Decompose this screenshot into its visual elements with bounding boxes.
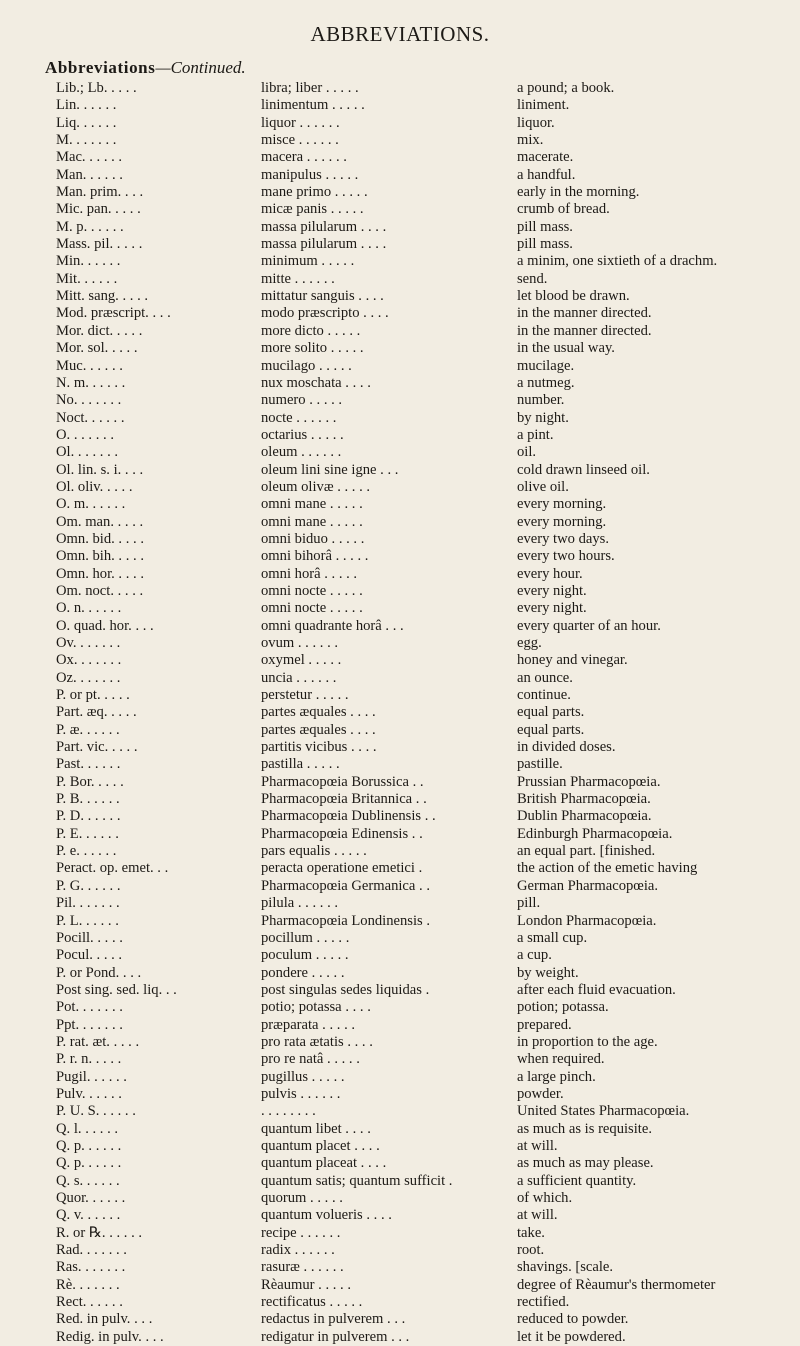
meaning-cell: Edinburgh Pharmacopœia. [517, 825, 673, 842]
abbreviation-cell: Mic. pan. . . . . [56, 201, 141, 218]
abbreviation-row [0, 201, 800, 218]
abbreviation-cell: P. G. . . . . . [56, 877, 121, 894]
meaning-cell: every morning. [517, 496, 607, 513]
meaning-cell: at will. [517, 1207, 558, 1224]
abbreviation-cell: Liq. . . . . . [56, 114, 117, 131]
meaning-cell: reduced to powder. [517, 1311, 629, 1328]
meaning-cell: a sufficient quantity. [517, 1172, 637, 1189]
abbreviation-row [0, 358, 800, 375]
latin-term-cell: Pharmacopœia Borussica . . [261, 773, 424, 790]
latin-term-cell: quantum libet . . . . [261, 1120, 371, 1137]
abbreviation-cell: N. m. . . . . . [56, 374, 126, 391]
meaning-cell: pill mass. [517, 218, 573, 235]
abbreviation-cell: Omn. bid. . . . . [56, 530, 144, 547]
meaning-cell: let blood be drawn. [517, 288, 630, 305]
latin-term-cell: pastilla . . . . . [261, 756, 340, 773]
meaning-cell: as much as is requisite. [517, 1120, 652, 1137]
abbreviation-row [0, 1121, 800, 1138]
abbreviation-row [0, 791, 800, 808]
meaning-cell: rectified. [517, 1294, 570, 1311]
abbreviation-cell: Man. prim. . . . [56, 184, 144, 201]
latin-term-cell: macera . . . . . . [261, 149, 347, 166]
abbreviation-cell: Q. v. . . . . . [56, 1207, 121, 1224]
abbreviation-row [0, 878, 800, 895]
abbreviation-cell: Lin. . . . . . [56, 97, 117, 114]
latin-term-cell: nocte . . . . . . [261, 409, 337, 426]
latin-term-cell: quantum volueris . . . . [261, 1207, 392, 1224]
abbreviation-cell: Ox. . . . . . . [56, 652, 122, 669]
abbreviation-cell: O. quad. hor. . . . [56, 617, 154, 634]
latin-term-cell: pulvis . . . . . . [261, 1085, 341, 1102]
meaning-cell: early in the morning. [517, 184, 640, 201]
abbreviation-cell: P. æ. . . . . . [56, 721, 120, 738]
meaning-cell: every night. [517, 600, 587, 617]
latin-term-cell: oleum . . . . . . [261, 444, 342, 461]
meaning-cell: the action of the emetic having [517, 860, 698, 877]
latin-term-cell: nux moschata . . . . [261, 374, 371, 391]
abbreviation-cell: P. or Pond. . . . [56, 964, 142, 981]
abbreviation-row [0, 965, 800, 982]
meaning-cell: send. [517, 270, 548, 287]
abbreviation-row [0, 1173, 800, 1190]
latin-term-cell: quantum placeat . . . . [261, 1155, 387, 1172]
latin-term-cell: minimum . . . . . [261, 253, 355, 270]
meaning-cell: number. [517, 392, 565, 409]
latin-term-cell: perstetur . . . . . [261, 687, 349, 704]
abbreviation-cell: Q. l. . . . . . [56, 1120, 119, 1137]
abbreviation-row [0, 895, 800, 912]
abbreviation-cell: Pot. . . . . . . [56, 999, 123, 1016]
abbreviation-cell: P. D. . . . . . [56, 808, 121, 825]
latin-term-cell: oxymel . . . . . [261, 652, 342, 669]
latin-term-cell: potio; potassa . . . . [261, 999, 371, 1016]
meaning-cell: a pound; a book. [517, 80, 615, 96]
abbreviation-row [0, 860, 800, 877]
abbreviation-row [0, 444, 800, 461]
meaning-cell: in the manner directed. [517, 322, 652, 339]
abbreviation-row [0, 722, 800, 739]
meaning-cell: equal parts. [517, 704, 585, 721]
abbreviation-row [0, 566, 800, 583]
meaning-cell: a cup. [517, 947, 552, 964]
abbreviation-cell: P. U. S. . . . . . [56, 1103, 136, 1120]
abbreviation-cell: Om. man. . . . . [56, 513, 144, 530]
meaning-cell: every hour. [517, 565, 583, 582]
meaning-cell: Dublin Pharmacopœia. [517, 808, 652, 825]
abbreviation-row [0, 826, 800, 843]
latin-term-cell: micæ panis . . . . . [261, 201, 364, 218]
latin-term-cell: rasuræ . . . . . . [261, 1259, 344, 1276]
abbreviation-cell: Part. vic. . . . . [56, 739, 138, 756]
abbreviation-row [0, 149, 800, 166]
latin-term-cell: oleum lini sine igne . . . [261, 461, 399, 478]
latin-term-cell: omni mane . . . . . [261, 513, 363, 530]
meaning-cell: oil. [517, 444, 537, 461]
abbreviation-row [0, 1155, 800, 1172]
abbreviation-row [0, 288, 800, 305]
meaning-cell: an ounce. [517, 669, 573, 686]
abbreviation-cell: Ov. . . . . . . [56, 635, 121, 651]
abbreviation-row [0, 548, 800, 565]
latin-term-cell: massa pilularum . . . . [261, 218, 387, 235]
abbreviation-cell: Lib.; Lb. . . . . [56, 80, 137, 96]
latin-term-cell: more dicto . . . . . [261, 322, 361, 339]
latin-term-cell: modo præscripto . . . . [261, 305, 389, 322]
abbreviation-cell: Redig. in pulv. . . . [56, 1328, 164, 1345]
meaning-cell: take. [517, 1224, 545, 1241]
abbreviation-row [0, 1051, 800, 1068]
abbreviation-row [0, 1277, 800, 1294]
abbreviation-row [0, 97, 800, 114]
abbreviation-row [0, 670, 800, 687]
meaning-cell: every two hours. [517, 548, 615, 565]
abbreviation-row [0, 600, 800, 617]
meaning-cell: root. [517, 1242, 545, 1259]
abbreviation-cell: O. . . . . . . [56, 426, 114, 443]
latin-term-cell: numero . . . . . [261, 392, 343, 409]
latin-term-cell: omni bihorâ . . . . . [261, 548, 369, 565]
abbreviation-cell: M. . . . . . . [56, 132, 117, 149]
abbreviation-row [0, 115, 800, 132]
abbreviation-cell: P. B. . . . . . [56, 791, 120, 808]
abbreviation-row [0, 1207, 800, 1224]
latin-term-cell: ovum . . . . . . [261, 635, 339, 651]
latin-term-cell: redigatur in pulverem . . . [261, 1328, 410, 1345]
abbreviation-row [0, 1225, 800, 1242]
abbreviation-row [0, 1294, 800, 1311]
meaning-cell: after each fluid evacuation. [517, 981, 676, 998]
abbreviation-cell: Part. æq. . . . . [56, 704, 137, 721]
abbreviation-cell: Mitt. sang. . . . . [56, 288, 149, 305]
meaning-cell: as much as may please. [517, 1155, 654, 1172]
meaning-cell: every morning. [517, 513, 607, 530]
abbreviation-cell: O. m. . . . . . [56, 496, 126, 513]
abbreviation-cell: O. n. . . . . . [56, 600, 122, 617]
latin-term-cell: partes æquales . . . . [261, 721, 376, 738]
abbreviation-row [0, 635, 800, 652]
page-header: ABBREVIATIONS. [310, 22, 490, 46]
abbreviation-row [0, 427, 800, 444]
latin-term-cell: redactus in pulverem . . . [261, 1311, 406, 1328]
latin-term-cell: Pharmacopœia Edinensis . . [261, 825, 423, 842]
abbreviation-cell: Peract. op. emet. . . [56, 860, 169, 877]
abbreviation-cell: Mod. præscript. . . . [56, 305, 171, 322]
meaning-cell: in the manner directed. [517, 305, 652, 322]
latin-term-cell: octarius . . . . . [261, 426, 344, 443]
latin-term-cell: mitte . . . . . . [261, 270, 335, 287]
abbreviation-cell: Red. in pulv. . . . [56, 1311, 153, 1328]
abbreviation-row [0, 514, 800, 531]
latin-term-cell: omni nocte . . . . . [261, 600, 363, 617]
latin-term-cell: omni horâ . . . . . [261, 565, 358, 582]
abbreviation-row [0, 392, 800, 409]
abbreviation-cell: P. Bor. . . . . [56, 773, 124, 790]
meaning-cell: when required. [517, 1051, 605, 1068]
abbreviation-cell: P. e. . . . . . [56, 843, 117, 860]
abbreviation-cell: Quor. . . . . . [56, 1190, 126, 1206]
latin-term-cell: linimentum . . . . . [261, 97, 365, 114]
abbreviation-row [0, 1017, 800, 1034]
meaning-cell: every night. [517, 582, 587, 599]
meaning-cell: Prussian Pharmacopœia. [517, 773, 661, 790]
latin-term-cell: peracta operatione emetici . [261, 860, 423, 877]
meaning-cell: mucilage. [517, 357, 575, 374]
abbreviation-cell: Rè. . . . . . . [56, 1276, 120, 1293]
latin-term-cell: rectificatus . . . . . [261, 1294, 363, 1311]
abbreviation-row [0, 305, 800, 322]
latin-term-cell: more solito . . . . . [261, 340, 364, 357]
abbreviation-row [0, 184, 800, 201]
abbreviation-list [0, 80, 800, 1346]
abbreviation-row [0, 999, 800, 1016]
latin-term-cell: pro re natâ . . . . . [261, 1051, 360, 1068]
abbreviation-row [0, 687, 800, 704]
latin-term-cell: pars equalis . . . . . [261, 843, 367, 860]
abbreviation-row [0, 774, 800, 791]
meaning-cell: of which. [517, 1190, 573, 1206]
meaning-cell: continue. [517, 687, 571, 704]
section-suffix: —Continued. [155, 58, 246, 77]
meaning-cell: pill. [517, 895, 541, 912]
abbreviation-cell: Omn. hor. . . . . [56, 565, 144, 582]
meaning-cell: egg. [517, 635, 542, 651]
abbreviation-row [0, 236, 800, 253]
abbreviation-cell: P. r. n. . . . . [56, 1051, 122, 1068]
abbreviation-cell: No. . . . . . . [56, 392, 122, 409]
abbreviation-cell: Pil. . . . . . . [56, 895, 120, 912]
latin-term-cell: Pharmacopœia Britannica . . [261, 791, 427, 808]
abbreviation-row [0, 1034, 800, 1051]
abbreviation-row [0, 462, 800, 479]
meaning-cell: a large pinch. [517, 1068, 596, 1085]
latin-term-cell: recipe . . . . . . [261, 1224, 341, 1241]
abbreviation-row [0, 756, 800, 773]
latin-term-cell: oleum olivæ . . . . . [261, 478, 371, 495]
meaning-cell: honey and vinegar. [517, 652, 628, 669]
abbreviation-cell: Q. p. . . . . . [56, 1155, 122, 1172]
abbreviation-cell: R. or ℞. . . . . . [56, 1224, 143, 1241]
meaning-cell: degree of Rèaumur's thermometer [517, 1276, 716, 1293]
abbreviation-cell: P. L. . . . . . [56, 912, 119, 929]
meaning-cell: in divided doses. [517, 739, 616, 756]
abbreviation-cell: Ol. oliv. . . . . [56, 478, 133, 495]
abbreviation-cell: P. E. . . . . . [56, 825, 119, 842]
meaning-cell: German Pharmacopœia. [517, 877, 659, 894]
abbreviation-cell: Mac. . . . . . [56, 149, 123, 166]
abbreviation-row [0, 947, 800, 964]
abbreviation-cell: Pocul. . . . . [56, 947, 123, 964]
abbreviation-cell: Pocill. . . . . [56, 929, 123, 946]
abbreviation-cell: Man. . . . . . [56, 166, 123, 183]
abbreviation-cell: Ol. lin. s. i. . . . [56, 461, 144, 478]
abbreviation-cell: Ras. . . . . . . [56, 1259, 126, 1276]
meaning-cell: in the usual way. [517, 340, 615, 357]
abbreviation-cell: Mor. dict. . . . . [56, 322, 143, 339]
abbreviation-cell: Rad. . . . . . . [56, 1242, 127, 1259]
abbreviation-cell: Rect. . . . . . [56, 1294, 123, 1311]
abbreviation-cell: M. p. . . . . . [56, 218, 124, 235]
meaning-cell: olive oil. [517, 478, 569, 495]
abbreviation-row [0, 167, 800, 184]
meaning-cell: liniment. [517, 97, 570, 114]
latin-term-cell: poculum . . . . . [261, 947, 349, 964]
meaning-cell: British Pharmacopœia. [517, 791, 651, 808]
abbreviation-row [0, 982, 800, 999]
meaning-cell: a small cup. [517, 929, 588, 946]
latin-term-cell: mittatur sanguis . . . . [261, 288, 384, 305]
latin-term-cell: libra; liber . . . . . [261, 80, 359, 96]
meaning-cell: macerate. [517, 149, 574, 166]
latin-term-cell: massa pilularum . . . . [261, 236, 387, 253]
meaning-cell: mix. [517, 132, 544, 149]
abbreviation-row [0, 1311, 800, 1328]
latin-term-cell: post singulas sedes liquidas . [261, 981, 430, 998]
latin-term-cell: pocillum . . . . . [261, 929, 350, 946]
meaning-cell: a nutmeg. [517, 374, 575, 391]
abbreviation-row [0, 1138, 800, 1155]
abbreviation-row [0, 583, 800, 600]
abbreviation-cell: Omn. bih. . . . . [56, 548, 144, 565]
meaning-cell: every quarter of an hour. [517, 617, 661, 634]
meaning-cell: in proportion to the age. [517, 1033, 658, 1050]
abbreviation-cell: Om. noct. . . . . [56, 582, 144, 599]
latin-term-cell: pilula . . . . . . [261, 895, 339, 912]
latin-term-cell: mane primo . . . . . [261, 184, 368, 201]
abbreviation-row [0, 739, 800, 756]
meaning-cell: potion; potassa. [517, 999, 609, 1016]
abbreviation-row [0, 1190, 800, 1207]
abbreviation-row [0, 930, 800, 947]
abbreviation-cell: Q. s. . . . . . [56, 1172, 120, 1189]
meaning-cell: an equal part. [finished. [517, 843, 656, 860]
abbreviation-cell: Ppt. . . . . . . [56, 1016, 123, 1033]
latin-term-cell: misce . . . . . . [261, 132, 339, 149]
meaning-cell: a handful. [517, 166, 576, 183]
abbreviation-cell: Oz. . . . . . . [56, 669, 121, 686]
abbreviation-cell: Noct. . . . . . [56, 409, 125, 426]
abbreviation-row [0, 271, 800, 288]
meaning-cell: pastille. [517, 756, 563, 773]
meaning-cell: let it be powdered. [517, 1328, 626, 1345]
meaning-cell: prepared. [517, 1016, 572, 1033]
latin-term-cell: quorum . . . . . [261, 1190, 343, 1206]
section-title: Abbreviations [45, 58, 156, 77]
latin-term-cell: partitis vicibus . . . . [261, 739, 377, 756]
abbreviation-row [0, 1103, 800, 1120]
abbreviation-cell: Mass. pil. . . . . [56, 236, 143, 253]
meaning-cell: every two days. [517, 530, 609, 547]
abbreviation-row [0, 1069, 800, 1086]
meaning-cell: a pint. [517, 426, 554, 443]
abbreviation-cell: Post sing. sed. liq. . . [56, 981, 177, 998]
abbreviation-row [0, 1329, 800, 1346]
abbreviation-row [0, 1259, 800, 1276]
latin-term-cell: uncia . . . . . . [261, 669, 337, 686]
meaning-cell: crumb of bread. [517, 201, 610, 218]
abbreviation-cell: P. rat. æt. . . . . [56, 1033, 140, 1050]
latin-term-cell: pondere . . . . . [261, 964, 345, 981]
latin-term-cell: liquor . . . . . . [261, 114, 340, 131]
abbreviation-cell: Muc. . . . . . [56, 357, 123, 374]
meaning-cell: powder. [517, 1085, 564, 1102]
abbreviation-row [0, 843, 800, 860]
abbreviation-row [0, 531, 800, 548]
meaning-cell: a minim, one sixtieth of a drachm. [517, 253, 718, 270]
abbreviation-cell: Min. . . . . . [56, 253, 121, 270]
abbreviation-row [0, 375, 800, 392]
latin-term-cell: mucilago . . . . . [261, 357, 352, 374]
abbreviation-row [0, 80, 800, 97]
abbreviation-row [0, 410, 800, 427]
meaning-cell: shavings. [scale. [517, 1259, 614, 1276]
abbreviation-row [0, 618, 800, 635]
meaning-cell: United States Pharmacopœia. [517, 1103, 690, 1120]
abbreviation-cell: Past. . . . . . [56, 756, 121, 773]
latin-term-cell: pugillus . . . . . [261, 1068, 345, 1085]
abbreviation-cell: Pugil. . . . . . [56, 1068, 127, 1085]
meaning-cell: by weight. [517, 964, 579, 981]
abbreviation-row [0, 253, 800, 270]
latin-term-cell: Pharmacopœia Londinensis . [261, 912, 431, 929]
abbreviation-row [0, 652, 800, 669]
latin-term-cell: omni nocte . . . . . [261, 582, 363, 599]
abbreviation-row [0, 340, 800, 357]
latin-term-cell: præparata . . . . . [261, 1016, 356, 1033]
latin-term-cell: Pharmacopœia Germanica . . [261, 877, 430, 894]
latin-term-cell: pro rata ætatis . . . . [261, 1033, 373, 1050]
abbreviation-row [0, 808, 800, 825]
latin-term-cell: omni quadrante horâ . . . [261, 617, 404, 634]
abbreviation-cell: Mit. . . . . . [56, 270, 118, 287]
abbreviation-row [0, 132, 800, 149]
abbreviation-cell: P. or pt. . . . . [56, 687, 130, 704]
meaning-cell: equal parts. [517, 721, 585, 738]
latin-term-cell: quantum satis; quantum sufficit . [261, 1172, 453, 1189]
abbreviation-row [0, 496, 800, 513]
abbreviation-cell: Ol. . . . . . . [56, 444, 119, 461]
meaning-cell: liquor. [517, 114, 555, 131]
latin-term-cell: omni biduo . . . . . [261, 530, 365, 547]
abbreviation-cell: Mor. sol. . . . . [56, 340, 138, 357]
meaning-cell: London Pharmacopœia. [517, 912, 657, 929]
latin-term-cell: Rèaumur . . . . . [261, 1276, 351, 1293]
abbreviation-row [0, 1086, 800, 1103]
meaning-cell: at will. [517, 1137, 558, 1154]
meaning-cell: by night. [517, 409, 569, 426]
section-heading [45, 58, 246, 78]
meaning-cell: pill mass. [517, 236, 573, 253]
abbreviation-row [0, 913, 800, 930]
abbreviation-row [0, 323, 800, 340]
abbreviation-cell: Q. p. . . . . . [56, 1137, 122, 1154]
latin-term-cell: quantum placet . . . . [261, 1137, 380, 1154]
latin-term-cell: manipulus . . . . . [261, 166, 359, 183]
latin-term-cell: partes æquales . . . . [261, 704, 376, 721]
meaning-cell: cold drawn linseed oil. [517, 461, 650, 478]
latin-term-cell: Pharmacopœia Dublinensis . . [261, 808, 436, 825]
abbreviation-row [0, 704, 800, 721]
latin-term-cell: . . . . . . . . [261, 1103, 316, 1120]
abbreviation-row [0, 479, 800, 496]
abbreviation-row [0, 219, 800, 236]
latin-term-cell: omni mane . . . . . [261, 496, 363, 513]
latin-term-cell: radix . . . . . . [261, 1242, 335, 1259]
abbreviation-cell: Pulv. . . . . . [56, 1085, 122, 1102]
